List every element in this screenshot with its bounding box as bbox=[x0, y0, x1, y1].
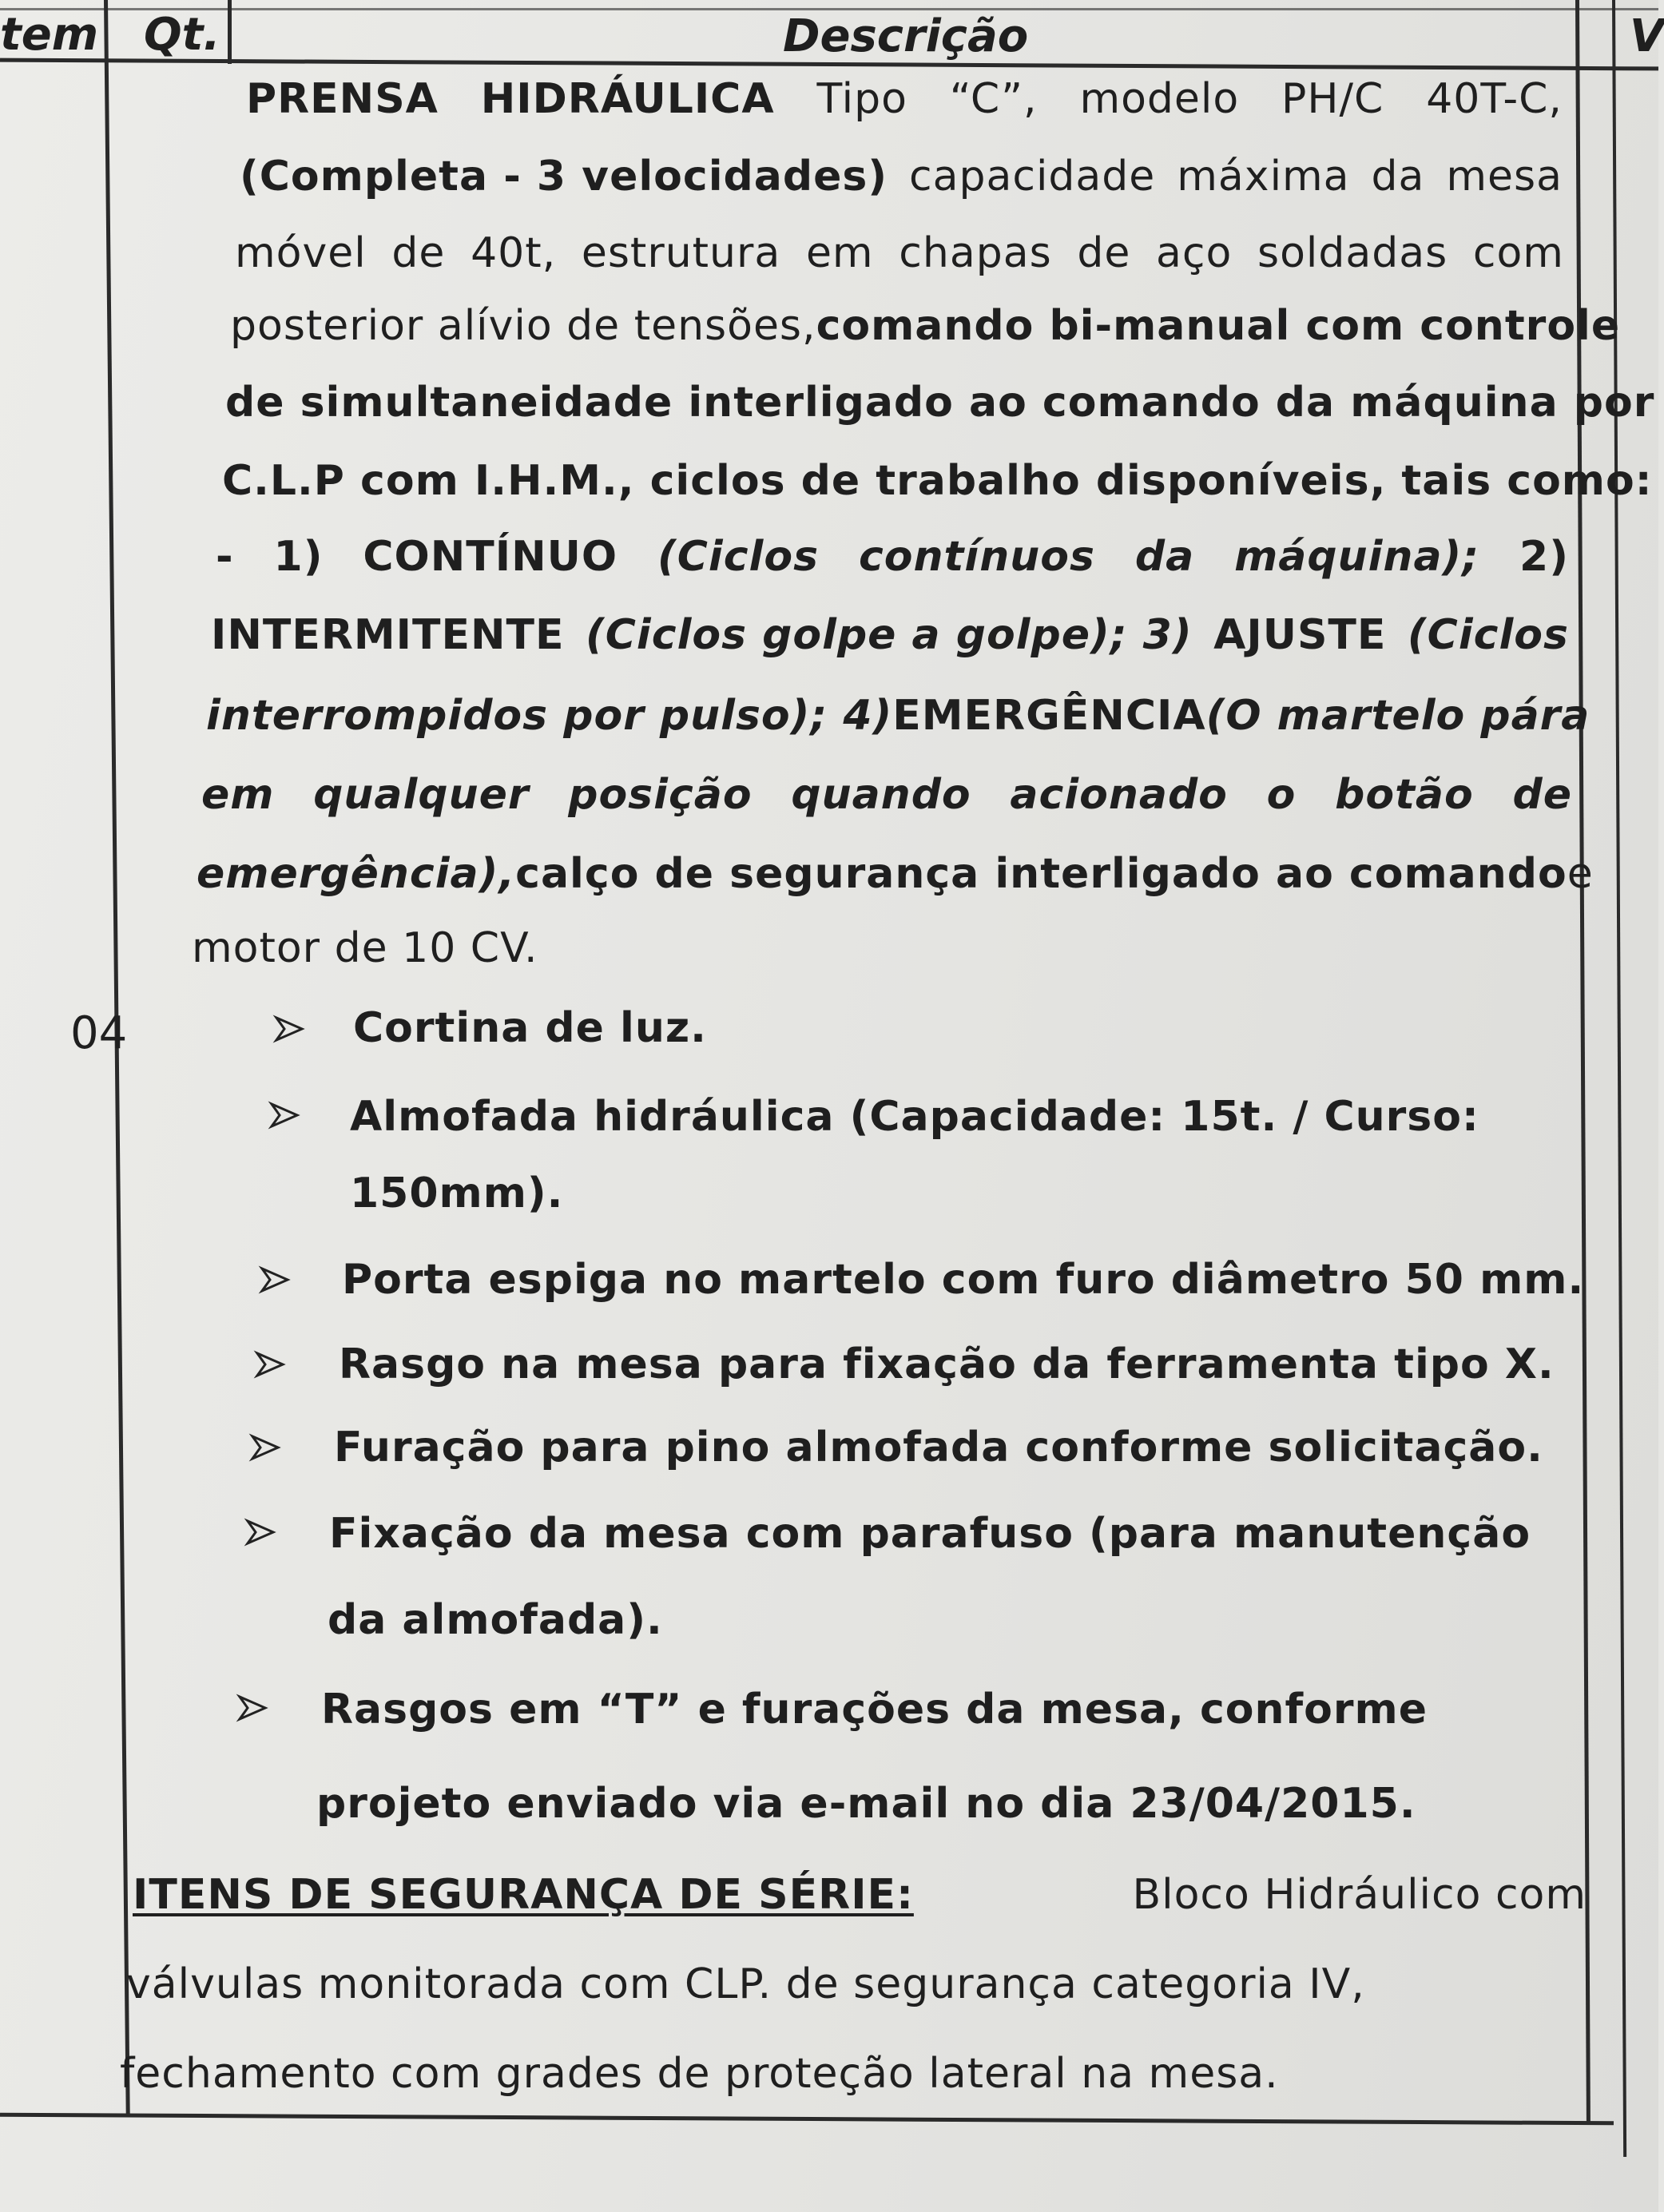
bullet-arrow-icon bbox=[259, 1264, 291, 1296]
desc-line-11: emergência), calço de segurança interligado ao comando e bbox=[197, 850, 1594, 898]
bullet-arrow-icon bbox=[273, 1013, 305, 1045]
desc-line-2: (Completa - 3 velocidades) capacidade máxima da mesa bbox=[240, 153, 1563, 201]
header-qty: Qt. bbox=[144, 9, 220, 61]
desc-line-5: de simultaneidade interligado ao comando da máquina por bbox=[225, 379, 1655, 427]
bullet-item-6: Fixação da mesa com parafuso (para manutenção bbox=[329, 1510, 1531, 1558]
desc-line-12: motor de 10 CV. bbox=[192, 924, 538, 972]
col-divider-qty bbox=[228, 0, 232, 64]
desc-line-10: em qualquer posição quando acionado o botão de bbox=[201, 771, 1572, 819]
safety-line-1: ITENS DE SEGURANÇA DE SÉRIE: Bloco Hidráulico com bbox=[133, 1871, 1587, 1919]
bullet-item-4: Rasgo na mesa para fixação da ferramenta tipo X. bbox=[339, 1340, 1555, 1388]
bullet-arrow-icon bbox=[268, 1099, 300, 1131]
safety-line-3: fechamento com grades de proteção lateral na mesa. bbox=[120, 2050, 1279, 2098]
desc-line-6: C.L.P com I.H.M., ciclos de trabalho disponíveis, tais como: bbox=[222, 457, 1653, 505]
desc-line-4: posterior alívio de tensões, comando bi-manual com controle bbox=[230, 302, 1621, 350]
safety-title: ITENS DE SEGURANÇA DE SÉRIE: bbox=[133, 1871, 914, 1919]
desc-line-3: móvel de 40t, estrutura em chapas de aço soldadas com bbox=[235, 229, 1564, 277]
bullet-item-2-cont: 150mm). bbox=[350, 1170, 564, 1217]
header-description: Descrição bbox=[783, 10, 1029, 62]
bullet-item-6-cont: da almofada). bbox=[328, 1596, 663, 1644]
quantity-cell: 04 bbox=[70, 1007, 128, 1059]
bullet-item-3: Porta espiga no martelo com furo diâmetro 50 mm. bbox=[342, 1256, 1585, 1304]
bullet-item-5: Furação para pino almofada conforme solicitação. bbox=[334, 1424, 1543, 1471]
bullet-arrow-icon bbox=[254, 1348, 286, 1380]
safety-line-2: válvulas monitorada com CLP. de segurança categoria IV, bbox=[126, 1960, 1365, 2008]
bullet-item-2: Almofada hidráulica (Capacidade: 15t. / Curso: bbox=[350, 1093, 1479, 1141]
bullet-item-7: Rasgos em “T” e furações da mesa, conforme bbox=[321, 1686, 1428, 1733]
header-value: V bbox=[1630, 10, 1664, 62]
bullet-item-1: Cortina de luz. bbox=[353, 1004, 707, 1052]
bullet-arrow-icon bbox=[244, 1516, 276, 1548]
desc-line-9: interrompidos por pulso); 4) EMERGÊNCIA (O martelo pára bbox=[206, 692, 1591, 740]
header-item: tem bbox=[0, 9, 99, 61]
bullet-item-7-cont: projeto enviado via e-mail no dia 23/04/2015. bbox=[316, 1780, 1416, 1828]
desc-line-1: PRENSA HIDRÁULICA Tipo “C”, modelo PH/C 40T-C, bbox=[246, 75, 1563, 123]
desc-line-8: INTERMITENTE (Ciclos golpe a golpe); 3) AJUSTE (Ciclos bbox=[211, 611, 1569, 659]
desc-line-7: - 1) CONTÍNUO (Ciclos contínuos da máquina); 2) bbox=[216, 533, 1569, 581]
bullet-arrow-icon bbox=[249, 1432, 281, 1463]
bullet-arrow-icon bbox=[236, 1692, 268, 1724]
